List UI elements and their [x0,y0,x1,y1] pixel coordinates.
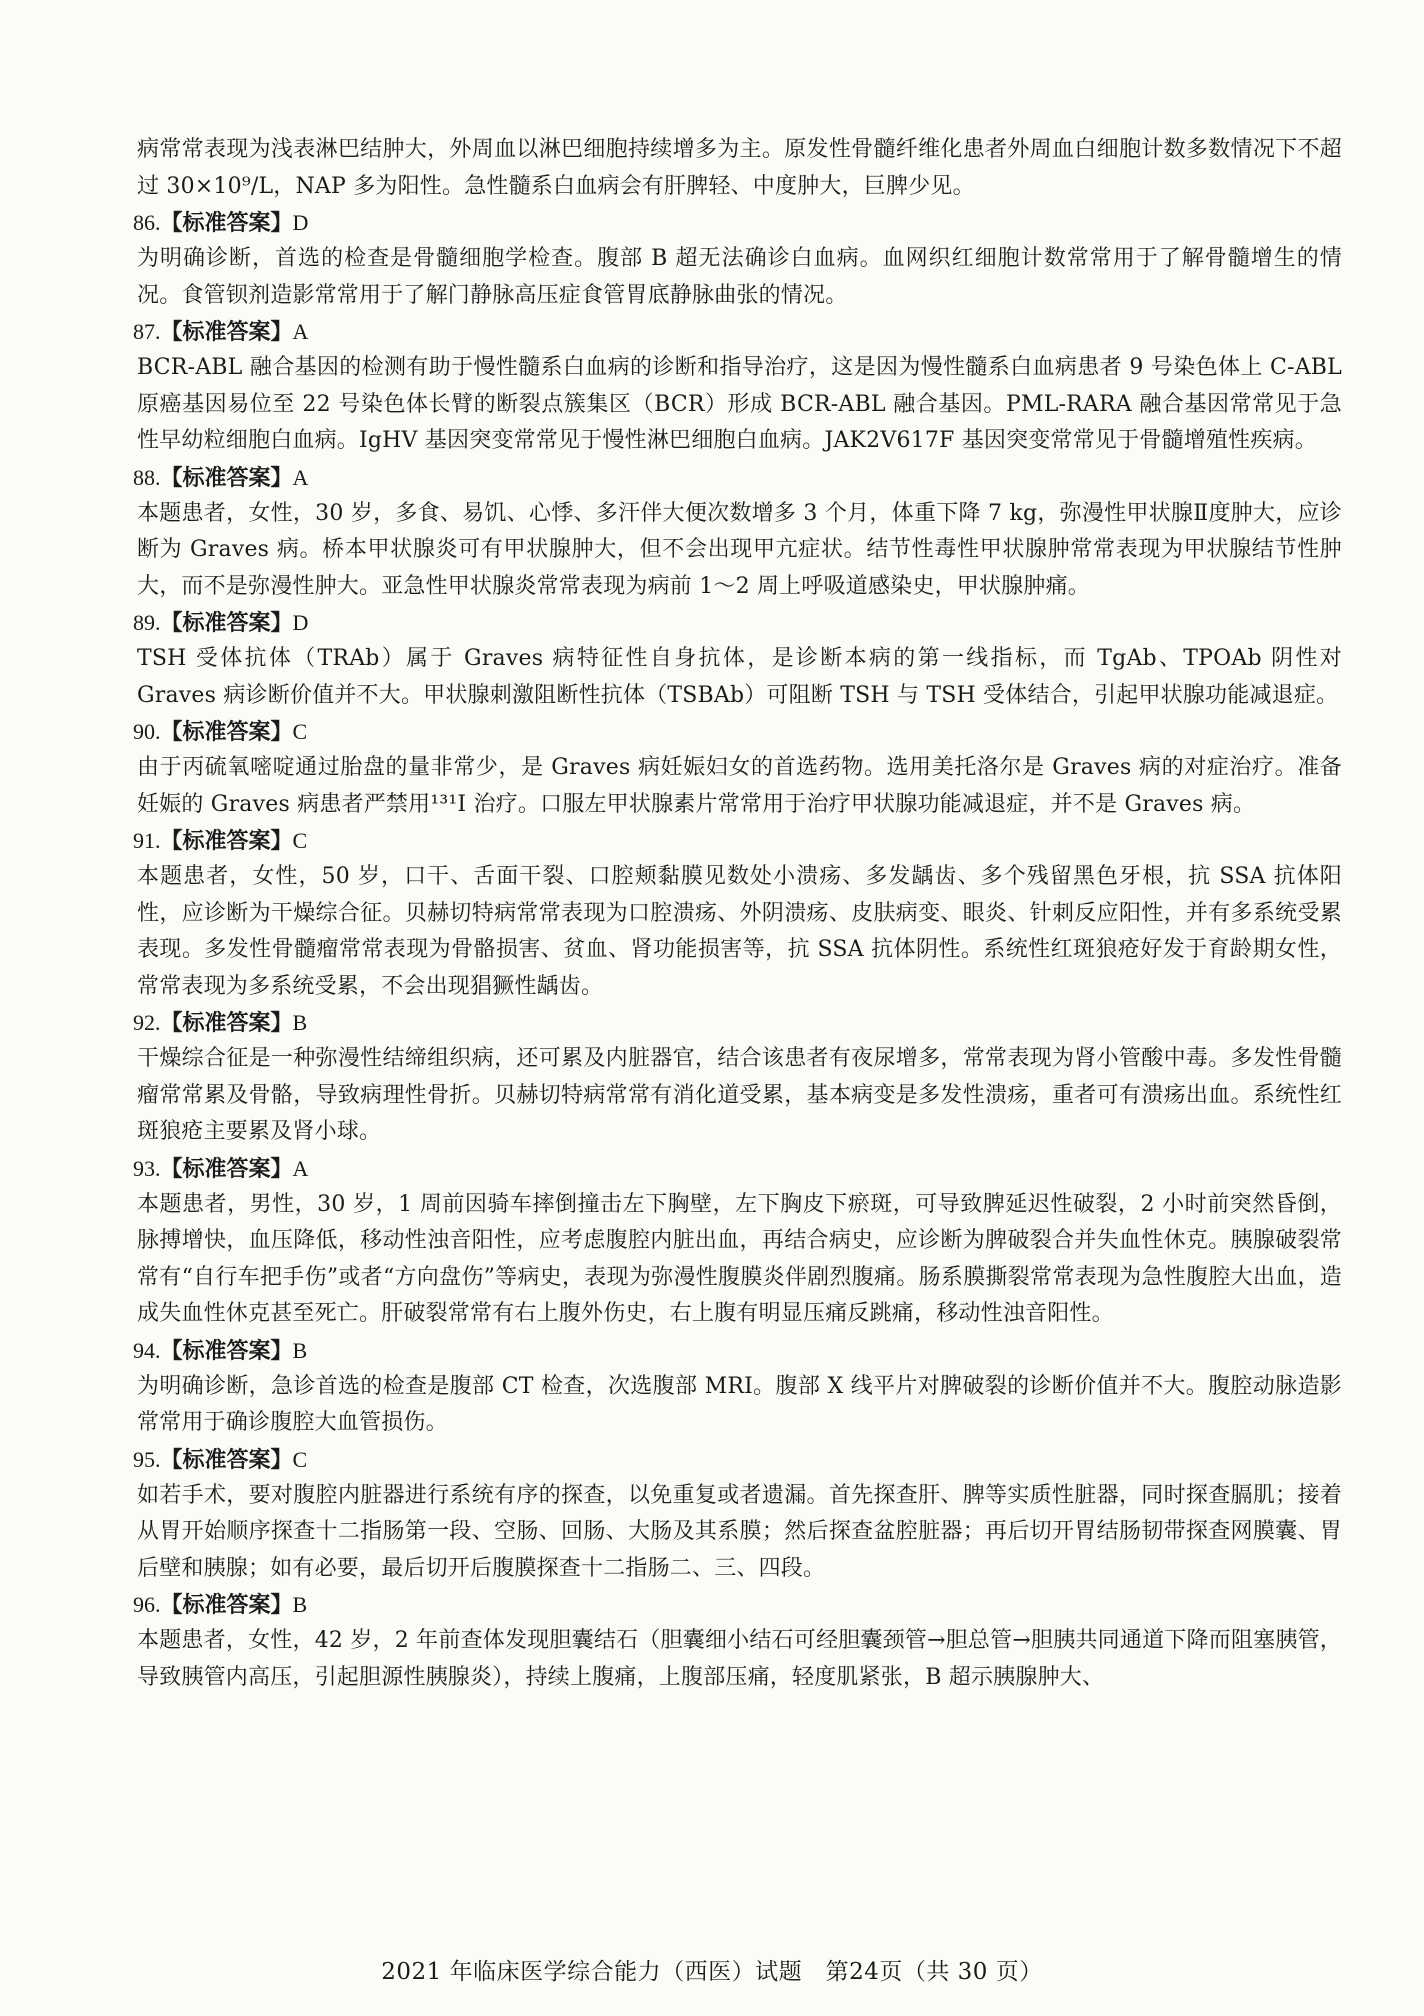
answer-letter: D [292,210,309,235]
explanation-paragraph: 由于丙硫氧嘧啶通过胎盘的量非常少，是 Graves 病妊娠妇女的首选药物。选用美托洛尔是 Graves 病的对症治疗。准备妊娠的 Graves 病患者严禁用¹³¹I 治疗。口服左甲状腺素片常常用于治疗甲状腺功能减退症，并不是 Graves 病。 [137,755,1342,817]
question-number: 96. [133,1592,161,1617]
answer-letter: A [292,464,309,490]
explanation-paragraph: 为明确诊断，急诊首选的检查是腹部 CT 检查，次选腹部 MRI。腹部 X 线平片对脾破裂的诊断价值并不大。腹腔动脉造影常常用于确诊腹腔大血管损伤。 [137,1373,1342,1435]
answer-header [133,1442,1342,1478]
answer-tag: 【标准答案】 [160,211,293,236]
question-number: 86. [133,210,161,235]
answer-header [133,1005,1342,1041]
answer-header [133,714,1342,750]
question-number: 94. [133,1337,161,1363]
answer-letter: A [292,319,309,344]
explanation-paragraph: 为明确诊断，首选的检查是骨髓细胞学检查。腹部 B 超无法确诊白血病。血网织红细胞计数常常用于了解骨髓增生的情况。食管钡剂造影常常用于了解门静脉高压症食管胃底静脉曲张的情况。 [137,246,1342,308]
answer-header [133,1587,1342,1623]
answer-letter: C [292,1446,308,1472]
answer-header [133,1151,1342,1187]
question-number: 88. [133,464,161,490]
explanation-paragraph: BCR-ABL 融合基因的检测有助于慢性髓系白血病的诊断和指导治疗，这是因为慢性髓系白血病患者 9 号染色体上 C-ABL 原癌基因易位至 22 号染色体长臂的断裂点簇集区（BCR）形成 BCR-ABL 融合基因。PML-RARA 融合基因常常见于急性早幼粒细胞白血病。IgHV 基因突变常常见于慢性淋巴细胞白血病。JAK2V617F 基因突变常常见于骨髓增殖性疾病。 [137,355,1342,453]
answer-letter: D [292,610,309,635]
answer-header [133,460,1342,496]
answer-tag: 【标准答案】 [160,465,293,491]
answer-tag: 【标准答案】 [160,611,293,636]
question-number: 91. [133,828,161,853]
answer-tag: 【标准答案】 [160,1593,293,1618]
question-number: 87. [133,319,161,344]
answer-letter: B [292,1592,308,1617]
answer-header [133,205,1342,241]
answer-letter: B [292,1010,308,1035]
answer-tag: 【标准答案】 [160,1156,293,1182]
intro-paragraph: 病常常表现为浅表淋巴结肿大，外周血以淋巴细胞持续增多为主。原发性骨髓纤维化患者外周血白细胞计数多数情况下不超过 30×10⁹/L，NAP 多为阳性。急性髓系白血病会有肝脾轻、中度肿大，巨脾少见。 [137,137,1342,199]
explanation-paragraph: 本题患者，女性，42 岁，2 年前查体发现胆囊结石（胆囊细小结石可经胆囊颈管→胆总管→胆胰共同通道下降而阻塞胰管，导致胰管内高压，引起胆源性胰腺炎），持续上腹痛，上腹部压痛，轻度肌紧张，B 超示胰腺肿大、 [137,1628,1342,1690]
question-number: 92. [133,1010,161,1035]
explanation-paragraph: 干燥综合征是一种弥漫性结缔组织病，还可累及内脏器官，结合该患者有夜尿增多，常常表现为肾小管酸中毒。多发性骨髓瘤常常累及骨骼，导致病理性骨折。贝赫切特病常常有消化道受累，基本病变是多发性溃疡，重者可有溃疡出血。系统性红斑狼疮主要累及肾小球。 [137,1046,1342,1144]
explanation-paragraph: 本题患者，女性，50 岁，口干、舌面干裂、口腔颊黏膜见数处小溃疡、多发龋齿、多个残留黑色牙根，抗 SSA 抗体阳性，应诊断为干燥综合征。贝赫切特病常常表现为口腔溃疡、外阴溃疡、皮肤病变、眼炎、针刺反应阳性，并有多系统受累表现。多发性骨髓瘤常常表现为骨骼损害、贫血、肾功能损害等，抗 SSA 抗体阴性。系统性红斑狼疮好发于育龄期女性，常常表现为多系统受累，不会出现猖獗性龋齿。 [137,864,1342,999]
answer-letter: C [292,828,308,853]
explanation-paragraph: TSH 受体抗体（TRAb）属于 Graves 病特征性自身抗体，是诊断本病的第一线指标，而 TgAb、TPOAb 阴性对 Graves 病诊断价值并不大。甲状腺刺激阻断性抗体（TSBAb）可阻断 TSH 与 TSH 受体结合，引起甲状腺功能减退症。 [137,646,1342,708]
explanation-paragraph: 本题患者，男性，30 岁，1 周前因骑车摔倒撞击左下胸壁，左下胸皮下瘀斑，可导致脾延迟性破裂，2 小时前突然昏倒，脉搏增快，血压降低，移动性浊音阳性，应考虑腹腔内脏出血，再结合病史，应诊断为脾破裂合并失血性休克。胰腺破裂常常有“自行车把手伤”或者“方向盘伤”等病史，表现为弥漫性腹膜炎伴剧烈腹痛。肠系膜撕裂常常表现为急性腹腔大出血，造成失血性休克甚至死亡。肝破裂常常有右上腹外伤史，右上腹有明显压痛反跳痛，移动性浊音阳性。 [137,1191,1342,1326]
answer-letter: C [292,719,308,744]
answer-content [133,132,1342,1696]
answer-tag: 【标准答案】 [160,829,293,854]
answer-letter: A [292,1155,309,1181]
answer-header [133,605,1342,641]
answer-tag: 【标准答案】 [160,1011,293,1036]
explanation-paragraph: 如若手术，要对腹腔内脏器进行系统有序的探查，以免重复或者遗漏。首先探查肝、脾等实质性脏器，同时探查膈肌；接着从胃开始顺序探查十二指肠第一段、空肠、回肠、大肠及其系膜；然后探查盆腔脏器；再后切开胃结肠韧带探查网膜囊、胃后壁和胰腺；如有必要，最后切开后腹膜探查十二指肠二、三、四段。 [137,1482,1342,1581]
question-number: 93. [133,1155,161,1181]
answer-tag: 【标准答案】 [160,720,293,745]
question-number: 89. [133,610,161,635]
answer-header [133,314,1342,350]
answer-tag: 【标准答案】 [160,1338,293,1364]
page-footer: 2021 年临床医学综合能力（西医）试题 第24页（共 30 页） [381,1959,1043,1985]
answer-header [133,823,1342,859]
answer-tag: 【标准答案】 [160,320,293,345]
explanation-paragraph: 本题患者，女性，30 岁，多食、易饥、心悸、多汗伴大便次数增多 3 个月，体重下降 7 kg，弥漫性甲状腺Ⅱ度肿大，应诊断为 Graves 病。桥本甲状腺炎可有甲状腺肿大，但不会出现甲亢症状。结节性毒性甲状腺肿常常表现为甲状腺结节性肿大，而不是弥漫性肿大。亚急性甲状腺炎常常表现为病前 1～2 周上呼吸道感染史，甲状腺肿痛。 [137,500,1342,599]
answer-header [133,1333,1342,1369]
question-number: 90. [133,719,161,744]
answer-tag: 【标准答案】 [160,1447,293,1473]
answer-letter: B [292,1337,308,1363]
question-number: 95. [133,1446,161,1472]
